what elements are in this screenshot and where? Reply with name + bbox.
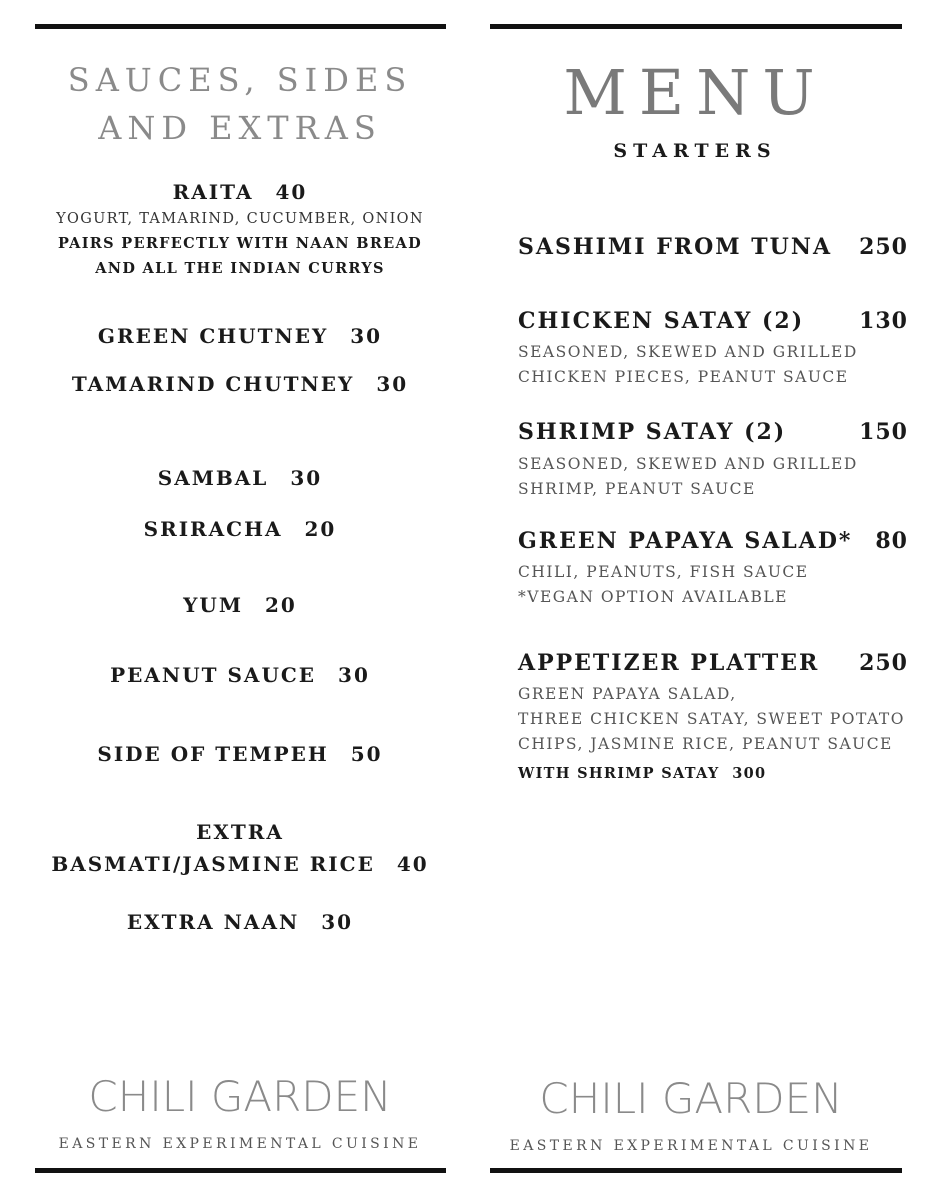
papaya-salad-desc2: *VEGAN OPTION AVAILABLE [518,588,788,606]
chicken-satay-name: CHICKEN SATAY (2) [518,308,805,334]
item-name: SAMBAL [157,466,269,490]
chicken-satay-desc1: SEASONED, SKEWED AND GRILLED [518,343,858,361]
raita-price: 40 [275,180,308,204]
papaya-salad-desc1: CHILI, PEANUTS, FISH SAUCE [518,563,809,581]
appetizer-platter-note: WITH SHRIMP SATAY 300 [518,765,767,782]
extra-naan-item [35,910,445,934]
appetizer-platter-desc2: THREE CHICKEN SATAY, SWEET POTATO [518,710,905,728]
item-name: PEANUT SAUCE [110,663,317,687]
item-name: SIDE OF TEMPEH [97,742,329,766]
appetizer-platter-name: APPETIZER PLATTER [518,650,820,676]
brand-logo-left: CHILI GARDEN [88,1072,392,1121]
green-chutney-item [35,324,445,348]
raita-desc: YOGURT, TAMARIND, CUCUMBER, ONION [56,211,424,227]
peanut-sauce-item [35,663,445,687]
appetizer-platter-desc1: GREEN PAPAYA SALAD, [518,685,737,703]
bottom-rule-left [35,1168,446,1173]
top-rule-right [490,24,902,29]
tagline-right: EASTERN EXPERIMENTAL CUISINE [509,1138,873,1154]
chicken-satay-price: 130 [859,308,908,334]
left-title-line1: SAUCES, SIDES [67,61,413,99]
raita-note-line1: PAIRS PERFECTLY WITH NAAN BREAD [58,235,422,252]
sashimi-price: 250 [859,234,908,260]
shrimp-satay-desc2: SHRIMP, PEANUT SAUCE [518,480,756,498]
yum-item [35,593,445,617]
tamarind-chutney-item [35,372,445,396]
item-name: EXTRA NAAN [126,910,300,934]
shrimp-satay-price: 150 [859,419,908,445]
tagline-left: EASTERN EXPERIMENTAL CUISINE [58,1136,422,1152]
raita-name: RAITA [172,180,254,204]
item-name: BASMATI/JASMINE RICE [51,852,375,876]
item-price: 30 [321,910,354,934]
item-name: YUM [183,593,243,617]
item-price: 30 [338,663,370,687]
appetizer-platter-desc3: CHIPS, JASMINE RICE, PEANUT SAUCE [518,735,893,753]
item-price: 40 [396,852,429,876]
side-of-tempeh-item [35,742,445,766]
appetizer-platter-price: 250 [859,650,908,676]
item-price: 30 [290,466,323,490]
sriracha-item [35,517,445,541]
raita-item [35,180,445,204]
brand-logo-right: CHILI GARDEN [539,1074,843,1123]
shrimp-satay-name: SHRIMP SATAY (2) [518,419,787,445]
shrimp-satay-desc1: SEASONED, SKEWED AND GRILLED [518,455,858,473]
raita-note-line2: AND ALL THE INDIAN CURRYS [95,260,385,277]
starters-heading: STARTERS [613,140,777,162]
extra-rice-item [35,852,445,876]
menu-title: MENU [563,56,827,129]
item-price: 20 [265,593,297,617]
item-price: 30 [350,324,383,348]
chicken-satay-desc2: CHICKEN PIECES, PEANUT SAUCE [518,368,849,386]
item-name: SRIRACHA [143,517,283,541]
item-name: TAMARIND CHUTNEY [71,372,355,396]
item-name: GREEN CHUTNEY [97,324,329,348]
papaya-salad-name: GREEN PAPAYA SALAD* [518,528,853,554]
papaya-salad-price: 80 [875,528,908,554]
item-price: 20 [304,517,337,541]
sambal-item [35,466,445,490]
top-rule-left [35,24,446,29]
extra-label: EXTRA [196,820,284,844]
sashimi-name: SASHIMI FROM TUNA [518,234,833,260]
left-title-line2: AND EXTRAS [98,109,382,147]
bottom-rule-right [490,1168,902,1173]
item-price: 50 [350,742,383,766]
item-price: 30 [376,372,409,396]
